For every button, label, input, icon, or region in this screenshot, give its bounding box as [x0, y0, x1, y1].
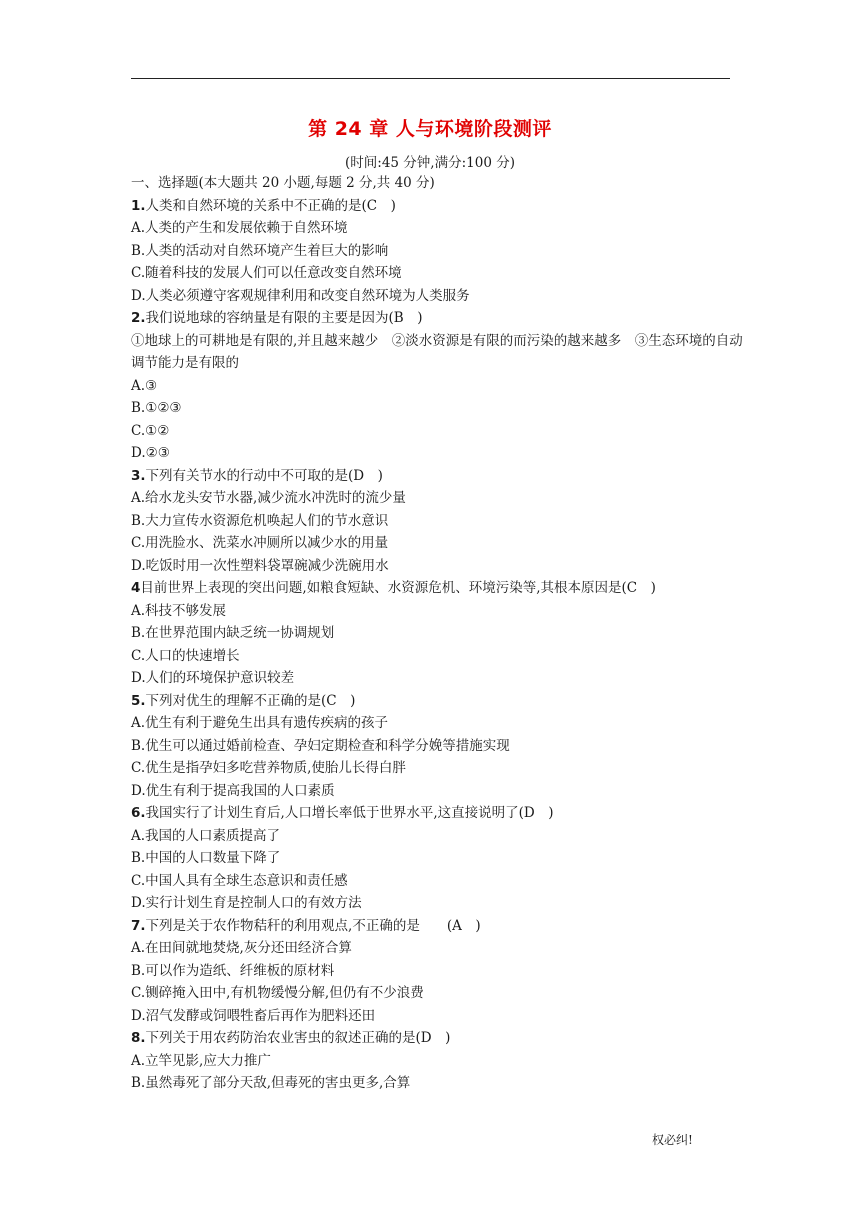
- question-3: [131, 465, 743, 488]
- page-title: 第 24 章 人与环境阶段测评: [308, 118, 552, 140]
- question-number: 2.: [131, 310, 146, 326]
- option: A.我国的人口素质提高了: [131, 827, 281, 844]
- option: D.人类必须遵守客观规律利用和改变自然环境为人类服务: [131, 287, 470, 304]
- option: B.虽然毒死了部分天敌,但毒死的害虫更多,合算: [131, 1075, 411, 1091]
- question-6: [131, 802, 743, 825]
- question-stem: 我国实行了计划生育后,人口增长率低于世界水平,这直接说明了(D ): [145, 805, 554, 821]
- question-stem: 人类和自然环境的关系中不正确的是(C ): [145, 197, 396, 214]
- option: B.优生可以通过婚前检查、孕妇定期检查和科学分娩等措施实现: [131, 737, 510, 754]
- option: C.用洗脸水、洗菜水冲厕所以减少水的用量: [131, 535, 389, 551]
- option: B.①②③: [131, 400, 182, 416]
- page-footer: 权必纠!: [652, 1133, 693, 1147]
- option: D.优生有利于提高我国的人口素质: [131, 782, 335, 799]
- exam-info: (时间:45 分钟,满分:100 分): [345, 155, 515, 171]
- question-stem: 下列关于用农药防治农业害虫的叙述正确的是(D ): [145, 1030, 451, 1046]
- option: D.实行计划生育是控制人口的有效方法: [131, 895, 362, 911]
- option: A.立竿见影,应大力推广: [131, 1052, 271, 1069]
- option: A.③: [131, 377, 158, 394]
- question-number: 1.: [131, 197, 146, 214]
- section-heading: 一、选择题(本大题共 20 小题,每题 2 分,共 40 分): [131, 175, 435, 191]
- question-number: 3.: [131, 467, 146, 484]
- option: C.①②: [131, 422, 170, 439]
- option: D.②③: [131, 445, 170, 461]
- option: B.中国的人口数量下降了: [131, 850, 281, 866]
- question-number: 7.: [131, 917, 146, 934]
- option: B.人类的活动对自然环境产生着巨大的影响: [131, 242, 389, 259]
- question-5: [131, 690, 743, 713]
- question-number: 8.: [131, 1030, 146, 1046]
- option: B.可以作为造纸、纤维板的原材料: [131, 962, 335, 979]
- option: C.随着科技的发展人们可以任意改变自然环境: [131, 265, 402, 281]
- question-stem: 下列有关节水的行动中不可取的是(D ): [145, 467, 383, 484]
- option: D.吃饭时用一次性塑料袋罩碗减少洗碗用水: [131, 557, 389, 574]
- question-8: [131, 1027, 743, 1050]
- question-4: [131, 577, 743, 600]
- question-stem: 目前世界上表现的突出问题,如粮食短缺、水资源危机、环境污染等,其根本原因是(C ): [140, 580, 656, 596]
- option: C.人口的快速增长: [131, 647, 240, 664]
- exam-content: [131, 172, 743, 1095]
- option: A.给水龙头安节水器,减少流水冲洗时的流少量: [131, 490, 406, 506]
- question-statements: ①地球上的可耕地是有限的,并且越来越少 ②淡水资源是有限的而污染的越来越多 ③生态环境的自动调节能力是有限的: [131, 332, 743, 371]
- option: B.大力宣传水资源危机唤起人们的节水意识: [131, 512, 389, 529]
- question-number: 5.: [131, 692, 146, 709]
- option: A.人类的产生和发展依赖于自然环境: [131, 220, 348, 236]
- option: A.科技不够发展: [131, 602, 227, 619]
- question-2: [131, 307, 743, 330]
- header-rule: [131, 78, 730, 79]
- option: C.优生是指孕妇多吃营养物质,使胎儿长得白胖: [131, 760, 406, 776]
- option: D.沼气发酵或饲喂牲畜后再作为肥料还田: [131, 1007, 376, 1024]
- option: A.优生有利于避免生出具有遗传疾病的孩子: [131, 715, 389, 731]
- question-number: 6.: [131, 805, 146, 821]
- option: A.在田间就地焚烧,灰分还田经济合算: [131, 940, 352, 956]
- option: C.中国人具有全球生态意识和责任感: [131, 872, 348, 889]
- option: C.铡碎掩入田中,有机物缓慢分解,但仍有不少浪费: [131, 985, 424, 1001]
- question-7: [131, 915, 743, 938]
- question-1: [131, 195, 743, 218]
- question-stem: 下列是关于农作物秸秆的利用观点,不正确的是 (A ): [145, 917, 481, 934]
- question-stem: 我们说地球的容纳量是有限的主要是因为(B ): [145, 310, 423, 326]
- option: B.在世界范围内缺乏统一协调规划: [131, 625, 335, 641]
- question-number: 4: [131, 580, 141, 596]
- option: D.人们的环境保护意识较差: [131, 670, 295, 686]
- question-stem: 下列对优生的理解不正确的是(C ): [145, 692, 356, 709]
